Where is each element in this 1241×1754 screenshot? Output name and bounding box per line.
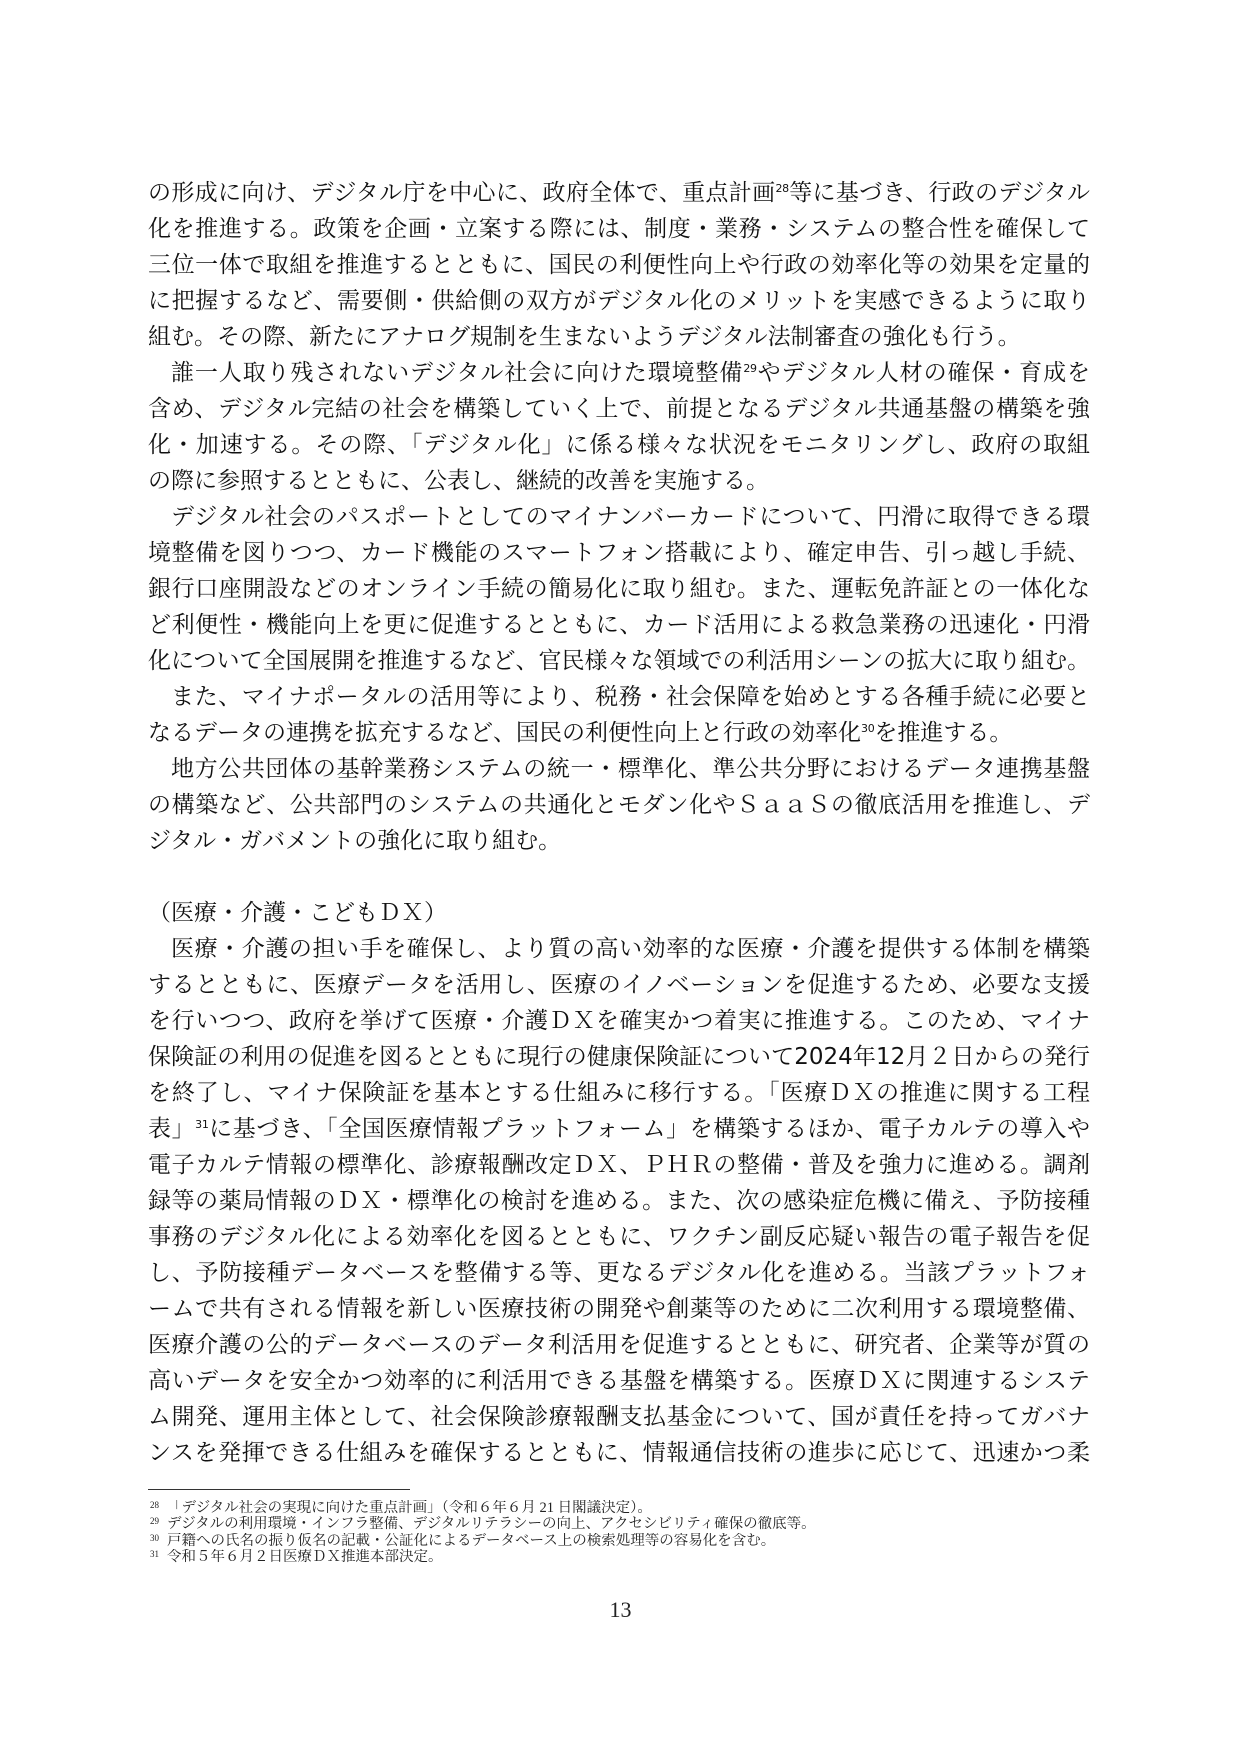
body-line-text: 事務のデジタル化による効率化を図るとともに、ワクチン副反応疑い報告の電子報告を促 [148,1224,1090,1250]
footnote: 28 「デジタル社会の実現に向けた重点計画」（令和６年６月 21 日閣議決定）。 [150,1500,652,1516]
body-line [148,1003,1090,1039]
body-line-text: を終了し、マイナ保険証を基本とする仕組みに移行する。「医療ＤＸの推進に関する工程 [148,1080,1090,1106]
body-line [148,1363,1090,1399]
body-line [148,499,1090,535]
footnote: 30 戸籍への氏名の振り仮名の記載・公証化によるデータベース上の検索処理等の容易化を含む。 [150,1532,776,1549]
body-line-text: の形成に向け、デジタル庁を中心に、政府全体で、重点計画 [148,180,776,206]
body-line [148,211,1090,247]
body-line [148,1219,1090,1255]
digital-government-paragraphs [148,175,1090,859]
body-line-text: 含め、デジタル完結の社会を構築していく上で、前提となるデジタル共通基盤の構築を強 [148,396,1090,422]
body-line-text: するとともに、医療データを活用し、医療のイノベーションを促進するため、必要な支援 [148,972,1090,998]
body-line [148,355,1090,391]
body-line-text: ム開発、運用主体として、社会保険診療報酬支払基金について、国が責任を持ってガバナ [148,1404,1090,1430]
section-heading-text: （医療・介護・こどもＤＸ） [148,900,447,926]
body-line-text: やデジタル人材の確保・育成を [756,360,1090,386]
body-line-text: 組む。その際、新たにアナログ規制を生まないようデジタル法制審査の強化も行う。 [148,324,1021,350]
footnote-text: 戸籍への氏名の振り仮名の記載・公証化によるデータベース上の検索処理等の容易化を含む。 [167,1532,776,1549]
body-line [148,607,1090,643]
body-line-text: 電子カルテ情報の標準化、診療報酬改定ＤＸ、ＰＨＲの整備・普及を強力に進める。調剤 [148,1152,1090,1178]
footnote-reference: 30 [861,722,875,735]
body-line [148,643,1090,679]
footnote-text: 「デジタル社会の実現に向けた重点計画」（令和６年６月 21 日閣議決定）。 [167,1500,652,1516]
blank-line [148,859,1090,895]
body-line [148,1075,1090,1111]
body-line-text: 表」 [148,1116,196,1142]
body-line-text: の際に参照するとともに、公表し、継続的改善を実施する。 [148,468,769,494]
footnote: 31 令和５年６月２日医療ＤＸ推進本部決定。 [150,1548,443,1565]
main-text [148,175,1090,1471]
footnote-reference: 29 [743,362,757,375]
body-line [148,751,1090,787]
body-line-text: し、予防接種データベースを整備する等、更なるデジタル化を進める。当該プラットフォ [148,1260,1090,1286]
body-line [148,1147,1090,1183]
body-line [148,823,1090,859]
footnote: 29 デジタルの利用環境・インフラ整備、デジタルリテラシーの向上、アクセシビリティ確保の徹底等。 [150,1516,816,1533]
body-line [148,1183,1090,1219]
body-line-text: ームで共有される情報を新しい医療技術の開発や創薬等のために二次利用する環境整備、 [148,1296,1090,1322]
body-line [148,1327,1090,1363]
body-line [148,463,1090,499]
body-line [148,1399,1090,1435]
body-line-text: 化について全国展開を推進するなど、官民様々な領域での利活用シーンの拡大に取り組む。 [148,648,1090,674]
body-line [148,247,1090,283]
body-line [148,283,1090,319]
body-line [148,1435,1090,1471]
body-line-text: に把握するなど、需要側・供給側の双方がデジタル化のメリットを実感できるように取り [148,288,1090,314]
section-heading [148,895,1090,931]
body-line [148,931,1090,967]
body-line-text: を推進する。 [874,720,1013,746]
footnote-reference: 31 [195,1118,209,1131]
body-line-text: 録等の薬局情報のＤＸ・標準化の検討を進める。また、次の感染症危機に備え、予防接種 [148,1188,1090,1214]
body-line [148,1255,1090,1291]
body-line [148,679,1090,715]
footnote-separator [148,1489,410,1490]
body-line [148,715,1090,751]
body-line-text: 化・加速する。その際、「デジタル化」に係る様々な状況をモニタリングし、政府の取組 [148,432,1090,458]
body-line-text: 医療介護の公的データベースのデータ利活用を促進するとともに、研究者、企業等が質の [148,1332,1090,1358]
body-line-text: 化を推進する。政策を企画・立案する際には、制度・業務・システムの整合性を確保して [148,216,1090,242]
body-line [148,175,1090,211]
page-number: 13 [609,1597,632,1622]
body-line-text: 等に基づき、行政のデジタル [788,180,1090,206]
footnote-text: デジタルの利用環境・インフラ整備、デジタルリテラシーの向上、アクセシビリティ確保の徹底等。 [167,1516,816,1533]
body-line [148,1111,1090,1147]
body-line-text: 三位一体で取組を推進するとともに、国民の利便性向上や行政の効率化等の効果を定量的 [148,252,1090,278]
footnote-reference: 28 [775,182,789,195]
body-line [148,967,1090,1003]
body-line-text: なるデータの連携を拡充するなど、国民の利便性向上と行政の効率化 [148,720,861,746]
body-line-text: 高いデータを安全かつ効率的に利活用できる基盤を構築する。医療ＤＸに関連するシステ [148,1368,1090,1394]
body-line [148,1039,1090,1075]
body-line-text: 銀行口座開設などのオンライン手続の簡易化に取り組む。また、運転免許証との一体化な [148,576,1090,602]
body-line-text: 医療・介護の担い手を確保し、より質の高い効率的な医療・介護を提供する体制を構築 [171,936,1090,962]
body-line-text: ンスを発揮できる仕組みを確保するとともに、情報通信技術の進歩に応じて、迅速かつ柔 [148,1440,1090,1466]
body-line [148,787,1090,823]
body-line-text: の構築など、公共部門のシステムの共通化とモダン化やＳａａＳの徹底活用を推進し、デ [148,792,1090,818]
body-line [148,1291,1090,1327]
body-line-text: に基づき、「全国医療情報プラットフォーム」を構築するほか、電子カルテの導入や [208,1116,1090,1142]
body-line-text: を行いつつ、政府を挙げて医療・介護ＤＸを確実かつ着実に推進する。このため、マイナ [148,1008,1090,1034]
body-line-text: 地方公共団体の基幹業務システムの統一・標準化、準公共分野におけるデータ連携基盤 [171,756,1090,782]
body-line [148,571,1090,607]
body-line-text: デジタル社会のパスポートとしてのマイナンバーカードについて、円滑に取得できる環 [171,504,1090,530]
footnotes [148,1489,1090,1565]
body-line [148,319,1090,355]
body-line-text: ど利便性・機能向上を更に促進するとともに、カード活用による救急業務の迅速化・円滑 [148,612,1090,638]
body-line [148,535,1090,571]
body-line [148,427,1090,463]
body-line [148,391,1090,427]
footnote-text: 令和５年６月２日医療ＤＸ推進本部決定。 [167,1548,443,1565]
body-line-text: また、マイナポータルの活用等により、税務・社会保障を始めとする各種手続に必要と [171,684,1090,710]
body-line-text: 保険証の利用の促進を図るとともに現行の健康保険証について2024年12月２日からの発行 [148,1044,1090,1070]
body-line-text: ジタル・ガバメントの強化に取り組む。 [148,828,562,854]
medical-dx-section [148,895,1090,1471]
body-line-text: 境整備を図りつつ、カード機能のスマートフォン搭載により、確定申告、引っ越し手続、 [148,540,1090,566]
body-line-text: 誰一人取り残されないデジタル社会に向けた環境整備 [171,360,744,386]
